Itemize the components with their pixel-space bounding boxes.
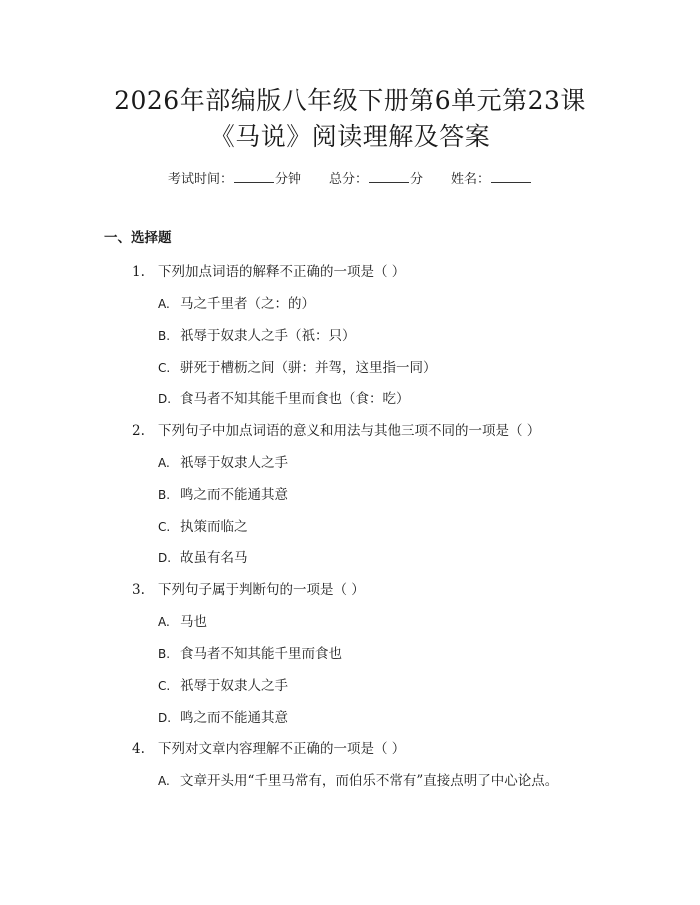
exam-time-unit: 分钟 — [274, 172, 301, 187]
question-3-option-a — [158, 612, 207, 632]
exam-time-label: 考试时间： — [167, 172, 233, 187]
question-2-option-c — [158, 517, 248, 537]
exam-score-blank — [369, 168, 409, 183]
option-text: 马之千里者（之：的） — [180, 296, 315, 312]
exam-time — [168, 168, 301, 190]
exam-name-label: 姓名： — [451, 172, 491, 187]
question-1-option-b — [158, 326, 356, 346]
question-2-option-a — [158, 453, 288, 473]
question-number: 1. — [132, 264, 145, 280]
option-text: 执策而临之 — [180, 519, 248, 535]
question-number: 4. — [132, 741, 145, 757]
option-text: 故虽有名马 — [180, 550, 248, 566]
option-letter: D. — [158, 711, 172, 725]
question-1 — [132, 262, 405, 282]
question-number: 2. — [132, 423, 145, 439]
option-text: 文章开头用“千里马常有，而伯乐不常有”直接点明了中心论点。 — [180, 773, 559, 789]
option-text: 鸣之而不能通其意 — [180, 710, 288, 726]
option-letter: D. — [158, 551, 172, 565]
option-text: 马也 — [180, 614, 207, 630]
option-text: 祇辱于奴隶人之手 — [180, 455, 288, 471]
option-letter: C. — [158, 679, 171, 693]
question-2-option-b — [158, 485, 288, 505]
option-letter: A. — [158, 456, 170, 470]
exam-score-unit: 分 — [410, 172, 424, 187]
question-1-option-a — [158, 294, 315, 314]
document-title-line-1: 2026年部编版八年级下册第6单元第23课 — [114, 86, 586, 115]
exam-score-label: 总分： — [328, 172, 368, 187]
exam-name — [451, 168, 532, 190]
option-letter: A. — [158, 774, 170, 788]
question-text: 下列加点词语的解释不正确的一项是（ ） — [158, 264, 406, 280]
question-4-option-a — [158, 771, 558, 791]
option-letter: B. — [158, 488, 171, 502]
option-letter: C. — [158, 361, 171, 375]
exam-name-blank — [491, 168, 531, 183]
exam-score — [329, 168, 423, 190]
option-letter: A. — [158, 615, 170, 629]
option-text: 食马者不知其能千里而食也 — [180, 646, 342, 662]
option-text: 骈死于槽枥之间（骈：并驾，这里指一同） — [180, 360, 437, 376]
question-3-option-d — [158, 708, 288, 728]
question-4 — [132, 739, 405, 759]
option-text: 食马者不知其能千里而食也（食：吃） — [180, 391, 410, 407]
question-3-option-b — [158, 644, 342, 664]
question-3-option-c — [158, 676, 288, 696]
option-text: 祇辱于奴隶人之手 — [180, 678, 288, 694]
option-text: 祇辱于奴隶人之手（祇：只） — [180, 328, 356, 344]
question-2-option-d — [158, 548, 248, 568]
option-text: 鸣之而不能通其意 — [180, 487, 288, 503]
exam-time-blank — [234, 168, 274, 183]
exam-meta — [0, 168, 700, 190]
document-title-line-2: 《马说》阅读理解及答案 — [209, 122, 491, 151]
question-2 — [132, 421, 540, 441]
question-text: 下列对文章内容理解不正确的一项是（ ） — [158, 741, 406, 757]
section-heading: 一、选择题 — [104, 230, 172, 246]
option-letter: D. — [158, 392, 172, 406]
option-letter: B. — [158, 647, 171, 661]
question-text: 下列句子中加点词语的意义和用法与其他三项不同的一项是（ ） — [158, 423, 541, 439]
question-3 — [132, 580, 365, 600]
question-1-option-c — [158, 358, 437, 378]
question-number: 3. — [132, 582, 145, 598]
option-letter: B. — [158, 329, 171, 343]
question-text: 下列句子属于判断句的一项是（ ） — [158, 582, 365, 598]
option-letter: C. — [158, 520, 171, 534]
question-1-option-d — [158, 389, 410, 409]
option-letter: A. — [158, 297, 170, 311]
